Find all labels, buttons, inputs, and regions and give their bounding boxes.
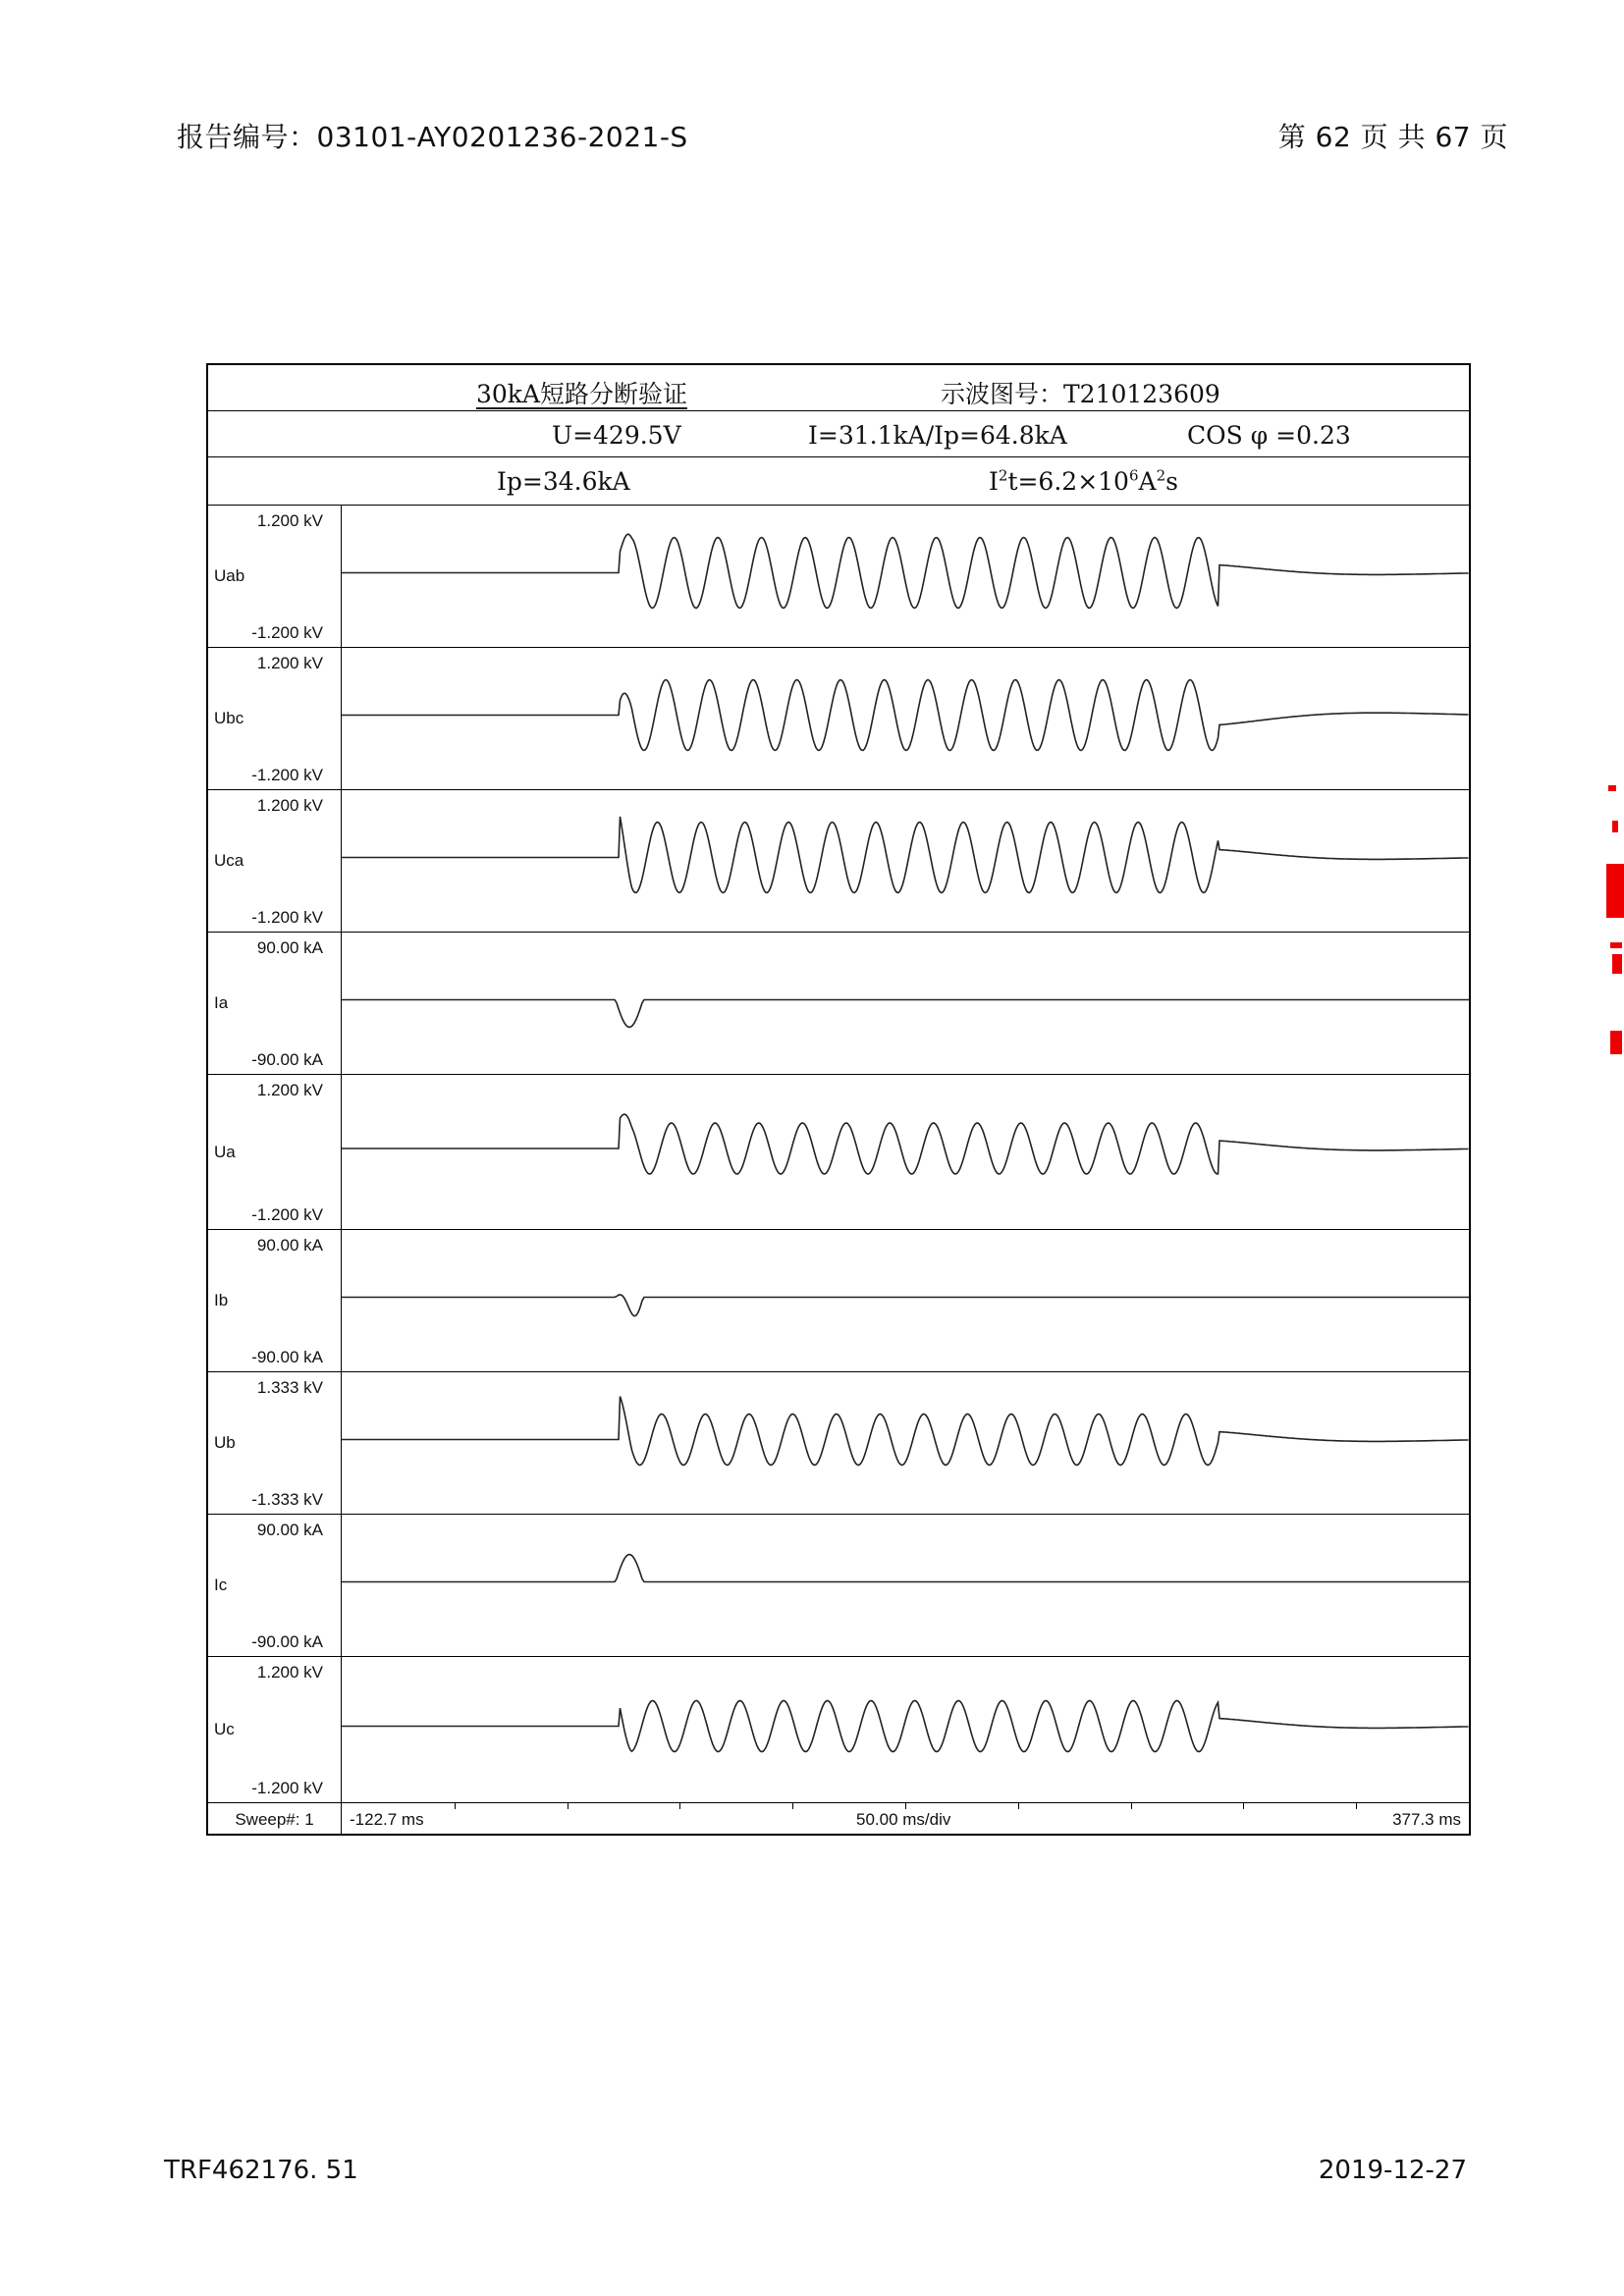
waveform-trace xyxy=(342,506,1469,648)
scale-min: -1.200 kV xyxy=(251,1779,323,1797)
channel-scale xyxy=(208,1075,342,1229)
waveform-trace xyxy=(342,790,1469,933)
time-tick xyxy=(1356,1803,1357,1809)
channel-name: Ia xyxy=(214,993,229,1012)
info-row-title xyxy=(208,365,1469,411)
report-number: 报告编号：03101-AY0201236-2021-S xyxy=(177,121,688,153)
time-tick xyxy=(1018,1803,1019,1809)
issue-date: 2019-12-27 xyxy=(1318,2156,1467,2185)
scale-min: -1.200 kV xyxy=(251,908,323,927)
oscillogram-number: 示波图号：T210123609 xyxy=(941,380,1220,408)
time-tick xyxy=(679,1803,680,1809)
waveform-trace xyxy=(342,1230,1469,1372)
scale-max: 90.00 kA xyxy=(256,1236,323,1255)
channel-name: Ua xyxy=(214,1142,236,1161)
test-title: 30kA短路分断验证 xyxy=(476,380,688,408)
channel-ubc xyxy=(208,648,1469,790)
voltage-value: U=429.5V xyxy=(552,421,681,450)
scale-max: 1.200 kV xyxy=(256,511,323,530)
waveform-trace xyxy=(342,648,1469,790)
channel-scale xyxy=(208,1657,342,1802)
channel-uc xyxy=(208,1657,1469,1803)
oscillogram-frame xyxy=(206,363,1471,1836)
scale-max: 1.200 kV xyxy=(256,654,323,672)
waveform-trace xyxy=(342,1657,1469,1803)
page-number: 第 62 页 共 67 页 xyxy=(1277,121,1508,153)
peak-current-value: Ip=34.6kA xyxy=(497,467,630,496)
channel-name: Uab xyxy=(214,566,245,585)
waveform-trace xyxy=(342,1372,1469,1515)
channel-uca xyxy=(208,790,1469,933)
channel-scale xyxy=(208,790,342,932)
time-tick xyxy=(905,1803,906,1809)
time-tick xyxy=(1243,1803,1244,1809)
current-value: I=31.1kA/Ip=64.8kA xyxy=(808,421,1067,450)
channel-name: Uc xyxy=(214,1720,235,1738)
channel-name: Ic xyxy=(214,1575,228,1594)
sweep-row xyxy=(208,1803,1469,1836)
scale-min: -90.00 kA xyxy=(251,1050,323,1069)
scale-min: -1.333 kV xyxy=(251,1490,323,1509)
waveform-trace xyxy=(342,1515,1469,1657)
channel-scale xyxy=(208,933,342,1074)
channel-name: Ub xyxy=(214,1433,236,1452)
time-tick xyxy=(455,1803,456,1809)
scale-max: 1.200 kV xyxy=(256,796,323,815)
time-tick xyxy=(792,1803,793,1809)
channel-name: Uca xyxy=(214,851,244,870)
sweep-start-time: -122.7 ms xyxy=(350,1810,424,1829)
channel-scale xyxy=(208,1372,342,1514)
power-factor-value: COS φ =0.23 xyxy=(1187,421,1351,450)
channel-scale xyxy=(208,648,342,789)
channel-name: Ib xyxy=(214,1291,229,1309)
channel-scale xyxy=(208,1230,342,1371)
waveform-trace xyxy=(342,933,1469,1075)
scale-min: -90.00 kA xyxy=(251,1348,323,1366)
channel-scale xyxy=(208,1515,342,1656)
scale-max: 1.200 kV xyxy=(256,1663,323,1682)
channel-ub xyxy=(208,1372,1469,1515)
scale-max: 1.200 kV xyxy=(256,1081,323,1099)
scale-max: 90.00 kA xyxy=(256,938,323,957)
scale-min: -1.200 kV xyxy=(251,766,323,784)
channel-uab xyxy=(208,506,1469,648)
waveform-trace xyxy=(342,1075,1469,1230)
scale-max: 90.00 kA xyxy=(256,1521,323,1539)
info-row-values xyxy=(208,411,1469,457)
time-per-division: 50.00 ms/div xyxy=(856,1810,951,1829)
sweep-number: Sweep#: 1 xyxy=(208,1803,342,1836)
channel-ua xyxy=(208,1075,1469,1230)
time-tick xyxy=(1131,1803,1132,1809)
i2t-value: $I^2t=6.2\times 10^6A^2s$ xyxy=(989,466,1178,496)
form-number: TRF462176. 51 xyxy=(164,2156,358,2185)
channel-name: Ubc xyxy=(214,709,244,727)
red-seal-icon xyxy=(1606,785,1624,1060)
sweep-end-time: 377.3 ms xyxy=(1392,1810,1461,1829)
channel-ic xyxy=(208,1515,1469,1657)
info-row-peak xyxy=(208,457,1469,506)
scale-min: -1.200 kV xyxy=(251,623,323,642)
channel-ia xyxy=(208,933,1469,1075)
scale-min: -1.200 kV xyxy=(251,1205,323,1224)
scale-min: -90.00 kA xyxy=(251,1632,323,1651)
channel-ib xyxy=(208,1230,1469,1372)
channel-scale xyxy=(208,506,342,647)
scale-max: 1.333 kV xyxy=(256,1378,323,1397)
